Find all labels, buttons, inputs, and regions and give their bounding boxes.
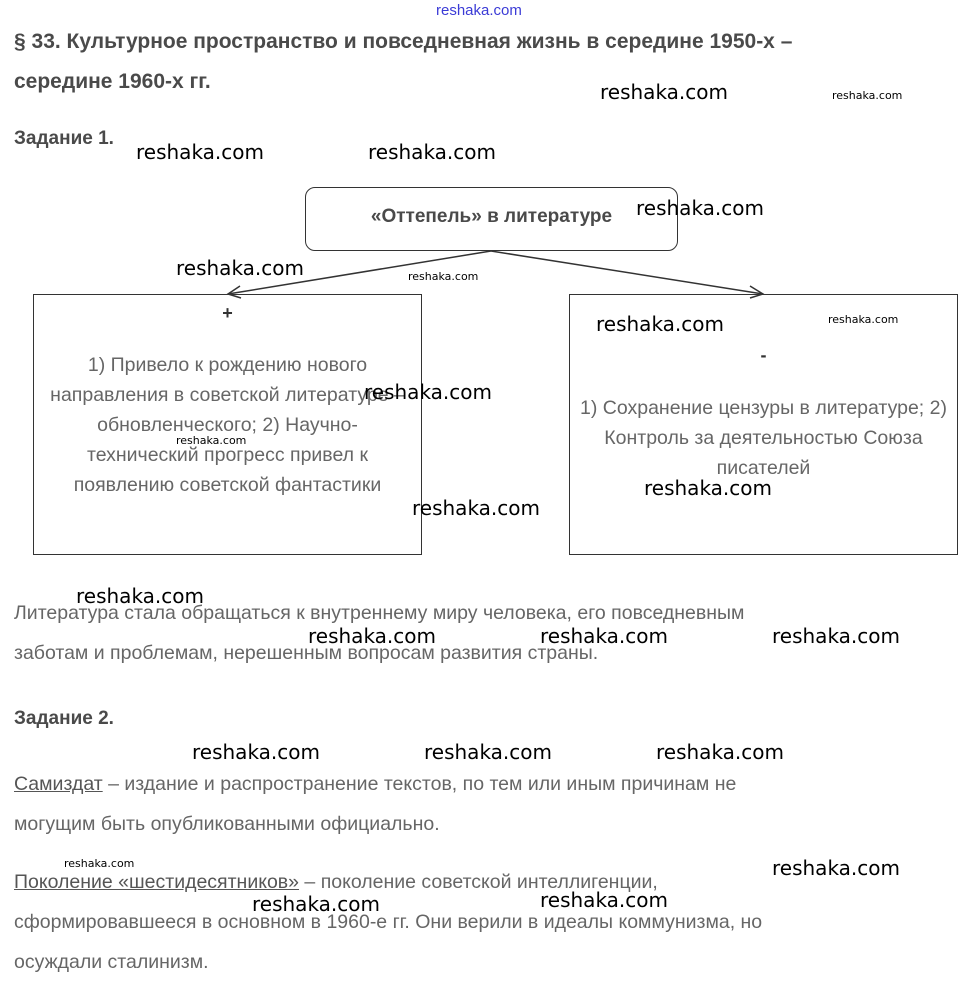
watermark: reshaka.com	[364, 380, 492, 404]
watermark: reshaka.com	[408, 270, 479, 283]
watermark: reshaka.com	[656, 740, 784, 764]
definition-sixties-line3: осуждали сталинизм.	[14, 951, 209, 973]
definition-sixties-line2: сформировавшееся в основном в 1960-е гг. Они верили в идеалы коммунизма, но	[14, 911, 763, 933]
pros-sign: +	[222, 303, 233, 323]
watermark: reshaka.com	[540, 888, 668, 912]
arrow-right	[491, 251, 763, 294]
watermark: reshaka.com	[368, 140, 496, 164]
term-sixties-generation: Поколение «шестидесятников»	[14, 871, 300, 893]
watermark: reshaka.com	[832, 89, 903, 102]
diagram-top-box	[305, 187, 678, 251]
watermark: reshaka.com	[64, 857, 135, 870]
conclusion-line1: Литература стала обращаться к внутреннему миру человека, его повседневным	[14, 602, 745, 624]
watermark: reshaka.com	[424, 740, 552, 764]
watermark: reshaka.com	[192, 740, 320, 764]
watermark: reshaka.com	[176, 434, 247, 447]
cons-sign: -	[760, 345, 767, 365]
watermark: reshaka.com	[412, 496, 540, 520]
watermark: reshaka.com	[644, 476, 772, 500]
watermark: reshaka.com	[540, 624, 668, 648]
definition-sixties-text: – поколение советской интеллигенции,	[299, 871, 658, 893]
pros-text: 1) Привело к рождению нового направления в советской литературе – обновленческого; 2) Научно-технический прогресс привел к появлению советской фантастики	[50, 354, 405, 496]
watermark: reshaka.com	[772, 624, 900, 648]
diagram-top-box-label: «Оттепель» в литературе	[370, 206, 613, 227]
task1-heading: Задание 1.	[14, 128, 114, 149]
term-samizdat: Самиздат	[14, 773, 103, 795]
diagram-pros-box	[33, 294, 422, 555]
task2-heading: Задание 2.	[14, 708, 114, 729]
watermark: reshaka.com	[136, 140, 264, 164]
watermark: reshaka.com	[600, 80, 728, 104]
page-title-line1: § 33. Культурное пространство и повседневная жизнь в середине 1950-х –	[14, 30, 793, 53]
definition-samizdat-line1	[14, 764, 736, 804]
definition-samizdat-text: – издание и распространение текстов, по тем или иным причинам не	[102, 773, 737, 795]
watermark: reshaka.com	[596, 312, 724, 336]
watermark: reshaka.com	[636, 196, 764, 220]
watermark-top: reshaka.com	[436, 2, 522, 19]
conclusion-line2: заботам и проблемам, нерешенным вопросам развития страны.	[14, 642, 599, 664]
watermark: reshaka.com	[176, 256, 304, 280]
definition-samizdat-line2: могущим быть опубликованными официально.	[14, 813, 440, 835]
watermark: reshaka.com	[252, 892, 380, 916]
page-title-line2: середине 1960-х гг.	[14, 70, 211, 93]
watermark: reshaka.com	[308, 624, 436, 648]
cons-text: 1) Сохранение цензуры в литературе; 2) Контроль за деятельностью Союза писателей	[580, 397, 947, 479]
watermark: reshaka.com	[772, 856, 900, 880]
watermark: reshaka.com	[828, 313, 899, 326]
watermark: reshaka.com	[76, 584, 204, 608]
